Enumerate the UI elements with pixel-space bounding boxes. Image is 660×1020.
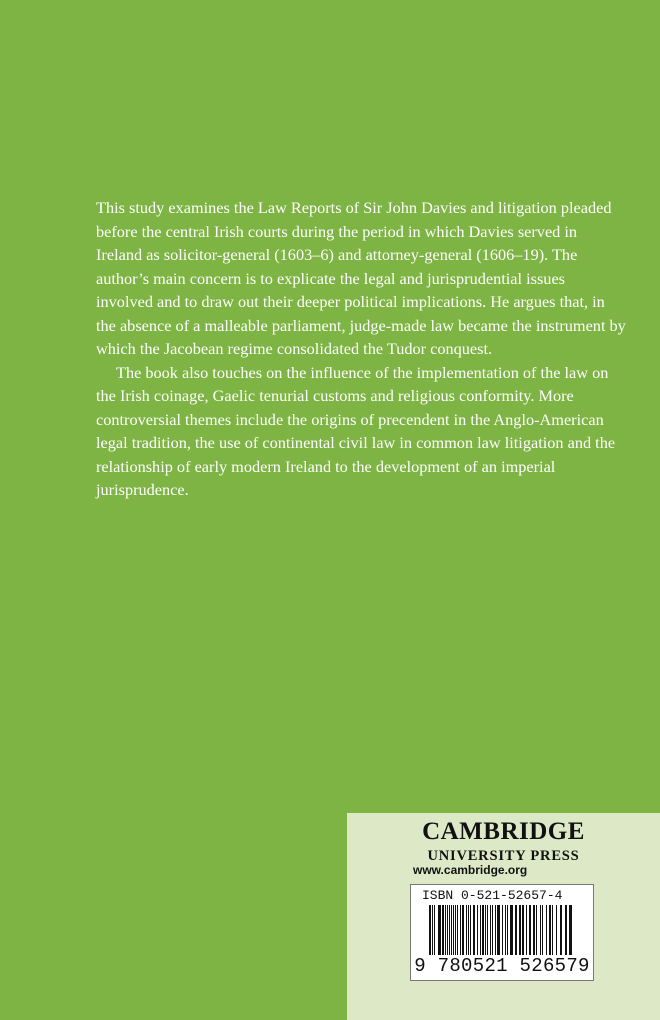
barcode-bar bbox=[482, 905, 484, 955]
barcode-bar bbox=[542, 905, 543, 955]
publisher-website: www.cambridge.org bbox=[413, 863, 528, 877]
isbn-label: ISBN 0-521-52657-4 bbox=[422, 888, 563, 903]
barcode-bar bbox=[434, 905, 435, 955]
barcode-bar bbox=[447, 905, 448, 955]
barcode-bar bbox=[453, 905, 454, 955]
barcode-bar bbox=[473, 905, 475, 955]
barcode-bar bbox=[462, 905, 464, 955]
barcode-bar bbox=[495, 905, 496, 955]
blurb-paragraph-2: The book also touches on the influence of the implementation of the law on the Irish coinage, Gaelic tenurial customs and religious conformity. More controversial themes include the origins of precendent in the Anglo-American legal tradition, the use of continental civil law in common law litigation and the relationship of early modern Ireland to the development of an imperial jurisprudence. bbox=[96, 362, 616, 499]
barcode-bar bbox=[556, 905, 557, 955]
barcode-bar bbox=[442, 905, 444, 955]
barcode-bar bbox=[449, 905, 450, 955]
barcode-bar bbox=[477, 905, 478, 955]
barcode-bar bbox=[510, 905, 513, 955]
publisher-logo bbox=[412, 817, 595, 865]
barcode-bar bbox=[522, 905, 524, 955]
publisher-subname: UNIVERSITY PRESS bbox=[427, 848, 580, 864]
barcode-bar bbox=[470, 905, 471, 955]
barcode-bar bbox=[565, 905, 567, 955]
barcode-bar bbox=[560, 905, 562, 955]
barcode-box bbox=[410, 884, 594, 981]
barcode-bar bbox=[455, 905, 456, 955]
barcode-bar bbox=[497, 905, 500, 955]
barcode-bar bbox=[540, 905, 541, 955]
barcode-bar bbox=[438, 905, 441, 955]
barcode-bar bbox=[480, 905, 481, 955]
barcode-bar bbox=[502, 905, 503, 955]
barcode-bar bbox=[507, 905, 508, 955]
barcode-bar bbox=[466, 905, 467, 955]
barcode-bar bbox=[529, 905, 531, 955]
barcode-bar bbox=[569, 905, 572, 955]
barcode-bar bbox=[451, 905, 452, 955]
publisher-name: CAMBRIDGE bbox=[422, 818, 585, 845]
barcode-bar bbox=[460, 905, 461, 955]
barcode-bar bbox=[549, 905, 551, 955]
barcode-bar bbox=[515, 905, 517, 955]
barcode-bar bbox=[445, 905, 446, 955]
barcode-bar bbox=[487, 905, 488, 955]
barcode-bar bbox=[492, 905, 493, 955]
barcode-bar bbox=[526, 905, 527, 955]
barcode-bar bbox=[432, 905, 433, 955]
barcode-bar bbox=[552, 905, 553, 955]
barcode-bar bbox=[429, 905, 431, 955]
barcode-bar bbox=[536, 905, 537, 955]
blurb-paragraph-1: This study examines the Law Reports of Sir John Davies and litigation pleaded before the central Irish courts during the period in which Davies served in Ireland as solicitor-general (1603–6) and attorney-general (1606–19). The author’s main concern is to explicate the legal and jurisprudential issues involved and to draw out their deeper political implications. He argues that, in the absence of a malleable parliament, judge-made law became the instrument by which the Jacobean regime consolidated the Tudor conquest. bbox=[96, 198, 626, 358]
barcode-bar bbox=[468, 905, 469, 955]
back-cover-blurb bbox=[96, 196, 626, 502]
publisher-panel bbox=[347, 813, 660, 1020]
barcode-bar bbox=[519, 905, 521, 955]
barcode-bar bbox=[490, 905, 491, 955]
barcode-bar bbox=[533, 905, 535, 955]
barcode-bars bbox=[429, 905, 575, 955]
barcode-bar bbox=[546, 905, 547, 955]
barcode-bar bbox=[457, 905, 458, 955]
barcode-digits: 9 780521 526579 bbox=[414, 955, 590, 977]
barcode-bar bbox=[485, 905, 486, 955]
barcode-bar bbox=[505, 905, 506, 955]
